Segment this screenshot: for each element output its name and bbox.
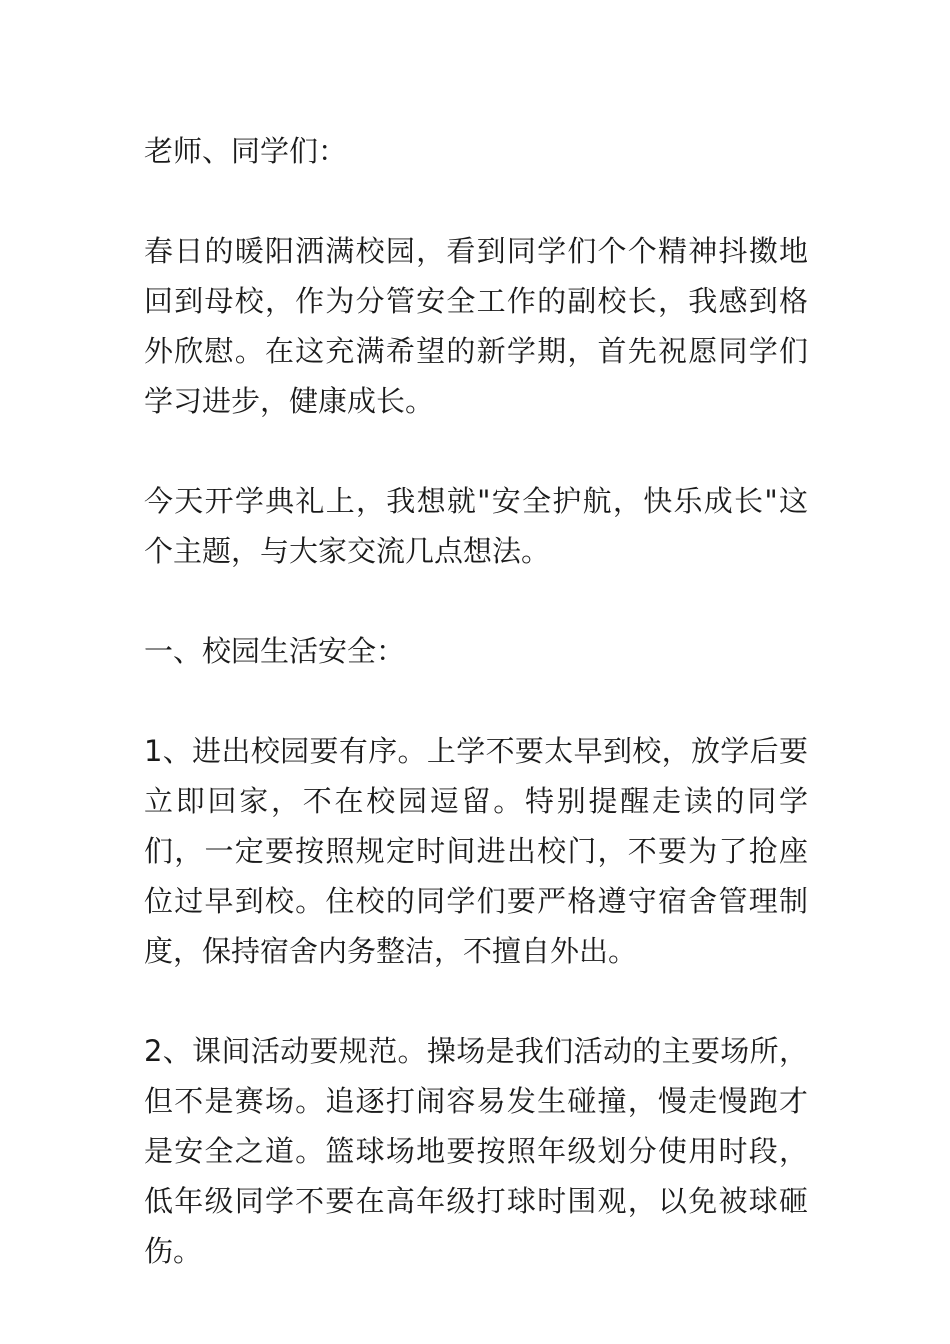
document-body bbox=[144, 126, 808, 1326]
paragraph-point-1: 1、进出校园要有序。上学不要太早到校，放学后要立即回家，不在校园逗留。特别提醒走读的同学们，一定要按照规定时间进出校门，不要为了抢座位过早到校。住校的同学们要严格遵守宿舍管理制度，保持宿舍内务整洁，不擅自外出。 bbox=[144, 734, 808, 968]
paragraph-point-2: 2、课间活动要规范。操场是我们活动的主要场所，但不是赛场。追逐打闹容易发生碰撞，慢走慢跑才是安全之道。篮球场地要按照年级划分使用时段，低年级同学不要在高年级打球时围观，以免被球砸伤。 bbox=[144, 1034, 808, 1268]
salutation: 老师、同学们： bbox=[144, 134, 348, 168]
paragraph-theme: 今天开学典礼上，我想就"安全护航，快乐成长"这个主题，与大家交流几点想法。 bbox=[144, 484, 808, 568]
paragraph-opening: 春日的暖阳洒满校园，看到同学们个个精神抖擞地回到母校，作为分管安全工作的副校长，我感到格外欣慰。在这充满希望的新学期，首先祝愿同学们学习进步，健康成长。 bbox=[144, 234, 808, 418]
section-heading-campus-safety: 一、校园生活安全： bbox=[144, 634, 406, 668]
